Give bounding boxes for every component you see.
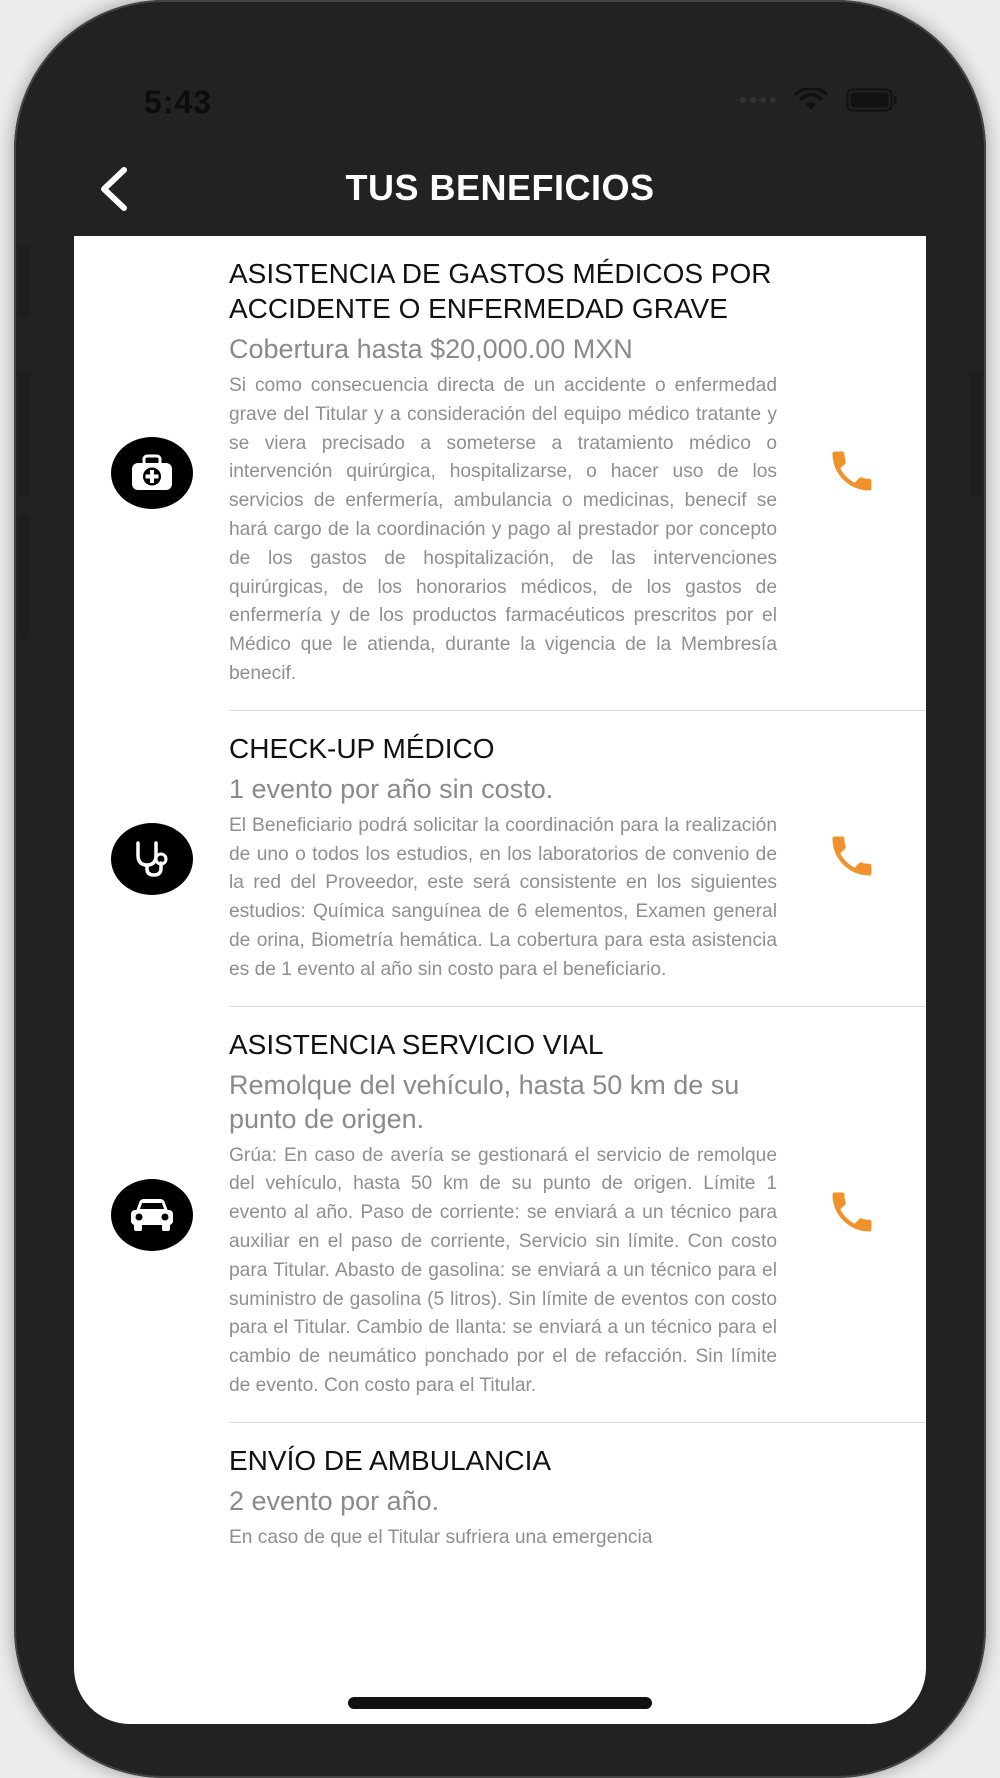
- call-button[interactable]: [826, 1186, 878, 1243]
- benefits-list[interactable]: [74, 236, 926, 1724]
- volume-up-button: [18, 372, 30, 497]
- call-button[interactable]: [826, 830, 878, 887]
- phone-icon: [826, 1186, 878, 1238]
- volume-down-button: [18, 515, 30, 640]
- benefit-subtitle: 2 evento por año.: [229, 1485, 440, 1516]
- benefit-subtitle: 1 evento por año sin costo.: [229, 773, 554, 804]
- benefit-item-checkup: [74, 711, 926, 1007]
- benefit-subtitle: Cobertura hasta $20,000.00 MXN: [229, 334, 633, 364]
- benefit-item-medical-expenses: [74, 236, 926, 711]
- benefit-description: El Beneficiario podrá solicitar la coordinación para la realización de uno o todos los estudios, en los laboratorios de convenio de la red del Proveedor, este será consistente en los siguientes estudios: Química sanguínea de 6 elementos, Examen general de orina, Biometría hemática. La cobertura para esta asistencia es de 1 evento al año sin costo para el beneficiario.: [229, 814, 777, 980]
- app-header: [74, 140, 926, 236]
- benefit-title: ENVÍO DE AMBULANCIA: [229, 1444, 552, 1476]
- benefit-title: ASISTENCIA SERVICIO VIAL: [229, 1028, 604, 1060]
- chevron-left-icon: [94, 166, 134, 212]
- home-indicator[interactable]: [348, 1697, 652, 1709]
- stethoscope-icon: [111, 823, 193, 895]
- battery-icon: [846, 88, 898, 112]
- benefit-title: ASISTENCIA DE GASTOS MÉDICOS POR ACCIDENTE O ENFERMEDAD GRAVE: [229, 258, 772, 324]
- benefit-description: Si como consecuencia directa de un accidente o enfermedad grave del Titular y a consideración del equipo médico tratante y se viera precisado a someterse a tratamiento médico o intervención quirúrgica, hospitalizarse, o hacer uso de los servicios de enfermería, ambulancia o medicinas, benecif se hará cargo de la coordinación y pago al prestador por concepto de los gastos de hospitalización, de las intervenciones quirúrgicas, de los honorarios médicos, de los gastos de enfermería y de los productos farmacéuticos prescritos por el Médico que le atienda, durante la vigencia de la Membresía benecif.: [229, 375, 777, 684]
- benefit-subtitle: Remolque del vehículo, hasta 50 km de su punto de origen.: [229, 1069, 740, 1134]
- mute-switch: [18, 245, 30, 317]
- wifi-icon: [794, 88, 828, 112]
- page-title: TUS BENEFICIOS: [345, 167, 655, 208]
- phone-icon: [826, 445, 878, 497]
- benefit-item-ambulance: [74, 1423, 926, 1575]
- benefit-description: En caso de que el Titular sufriera una emergencia: [229, 1526, 653, 1548]
- status-icons: [740, 88, 898, 112]
- benefit-title: CHECK-UP MÉDICO: [229, 732, 495, 764]
- back-button[interactable]: [94, 166, 134, 212]
- status-time: 5:43: [144, 84, 213, 120]
- phone-icon: [826, 830, 878, 882]
- car-icon: [111, 1179, 193, 1251]
- power-button: [970, 372, 982, 497]
- call-button[interactable]: [826, 445, 878, 502]
- benefit-description: Grúa: En caso de avería se gestionará el servicio de remolque del vehículo, hasta 50 km de su punto de origen. Límite 1 evento al año. Paso de corriente: se enviará a un técnico para auxiliar en el paso de corriente, Servicio sin límite. Con costo para Titular. Abasto de gasolina: se enviará a un técnico para el suministro de gasolina (5 litros). Sin límite de eventos con costo para el Titular. Cambio de llanta: se enviará a un técnico para el cambio de neumático ponchado por el de refacción. Sin límite de evento. Con costo para el Titular.: [229, 1144, 777, 1396]
- medical-kit-icon: [111, 437, 193, 509]
- benefit-item-road-service: [74, 1007, 926, 1423]
- signal-icon: [740, 97, 776, 103]
